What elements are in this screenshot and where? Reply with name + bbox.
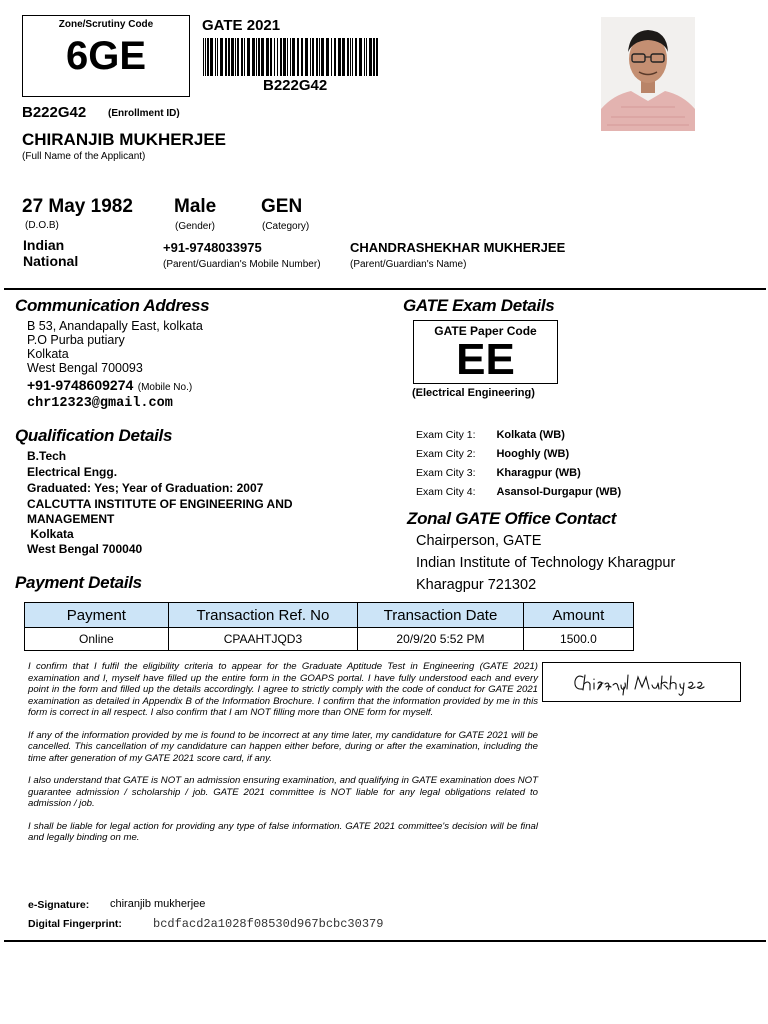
dob-value: 27 May 1982: [22, 196, 133, 217]
enrollment-id: B222G42: [22, 104, 87, 121]
exam-title: GATE 2021: [202, 17, 281, 34]
gender-label: (Gender): [175, 221, 216, 232]
fingerprint-label: Digital Fingerprint:: [28, 918, 122, 930]
payment-mode: Online: [25, 628, 169, 651]
exam-city-value: Asansol-Durgapur (WB): [496, 486, 622, 498]
zonal-line2: Indian Institute of Technology Kharagpur: [416, 555, 676, 571]
institute-city: Kolkata: [27, 527, 74, 541]
qualification-institute: [27, 497, 293, 557]
communication-email: chr12323@gmail.com: [27, 396, 173, 411]
paper-name: (Electrical Engineering): [412, 387, 535, 399]
exam-city-row: [416, 425, 621, 444]
paper-code-label: GATE Paper Code: [434, 324, 537, 338]
transaction-date: 20/9/20 5:52 PM: [358, 628, 524, 651]
zone-label: Zone/Scrutiny Code: [58, 19, 154, 30]
address-line1: B 53, Anandapally East, kolkata: [27, 319, 203, 333]
fingerprint-value: bcdfacd2a1028f08530d967bcbc30379: [153, 917, 384, 931]
payment-col-header: Transaction Date: [358, 603, 524, 628]
zonal-line3: Kharagpur 721302: [416, 577, 537, 593]
payment-col-header: Payment: [25, 603, 169, 628]
declaration-paragraph: If any of the information provided by me is found to be incorrect at any time later, my candidature for GATE 2021 will be cancelled. This cancellation of my candidature can happen either before, during or after the examination, including the time after generation of my GATE 2021 score card, if any.: [28, 729, 538, 764]
barcode-id: B222G42: [263, 77, 328, 94]
nationality-line2: National: [23, 253, 79, 269]
communication-mobile-label: (Mobile No.): [137, 382, 193, 393]
guardian-mobile: +91-9748033975: [163, 240, 262, 255]
category-label: (Category): [262, 221, 310, 232]
section-divider: [4, 288, 766, 290]
paper-code: EE: [456, 335, 515, 384]
institute-line2: MANAGEMENT: [27, 512, 115, 526]
exam-city-value: Kharagpur (WB): [496, 467, 581, 479]
payment-heading: Payment Details: [15, 573, 142, 592]
zonal-line1: Chairperson, GATE: [416, 533, 542, 549]
exam-city-row: [416, 463, 621, 482]
zone-code: 6GE: [65, 34, 147, 78]
payment-amount: 1500.0: [523, 628, 633, 651]
exam-heading: GATE Exam Details: [403, 296, 555, 315]
exam-city-value: Hooghly (WB): [496, 448, 570, 460]
guardian-mobile-label: (Parent/Guardian's Mobile Number): [163, 259, 321, 270]
payment-col-header: Amount: [523, 603, 633, 628]
exam-city-label: Exam City 4:: [416, 486, 476, 498]
zonal-heading: Zonal GATE Office Contact: [407, 509, 617, 528]
payment-header-row: [25, 603, 634, 628]
address-line2: P.O Purba putiary: [27, 333, 125, 347]
payment-row: [25, 628, 634, 651]
barcode-image: [202, 38, 380, 76]
zone-code-box: [22, 15, 190, 97]
address-line4: West Bengal 700093: [27, 361, 143, 375]
communication-mobile-row: [27, 377, 192, 395]
declaration-paragraph: I also understand that GATE is NOT an admission ensuring examination, and qualifying in GATE examination does NOT guarantee admission / scholarship / job. GATE 2021 committee is NOT liable for any legal obligations related to admission / job.: [28, 775, 538, 809]
esignature-label: e-Signature:: [28, 899, 90, 911]
gender-value: Male: [174, 196, 217, 217]
enrollment-label: (Enrollment ID): [108, 108, 180, 119]
institute-line1: CALCUTTA INSTITUTE OF ENGINEERING AND: [27, 497, 293, 511]
qualification-details: [27, 448, 263, 496]
guardian-name: CHANDRASHEKHAR MUKHERJEE: [350, 240, 566, 255]
signature-box: [542, 662, 741, 702]
applicant-name-label: (Full Name of the Applicant): [22, 151, 146, 162]
address-line3: Kolkata: [27, 347, 69, 361]
communication-heading: Communication Address: [15, 296, 210, 315]
paper-code-box: [413, 320, 558, 384]
exam-city-label: Exam City 2:: [416, 448, 476, 460]
exam-city-label: Exam City 3:: [416, 467, 476, 479]
exam-cities: [416, 425, 621, 501]
dob-label: (D.O.B): [25, 220, 59, 231]
applicant-photo: [601, 17, 695, 131]
guardian-name-label: (Parent/Guardian's Name): [350, 259, 467, 270]
communication-mobile: +91-9748609274: [27, 377, 134, 393]
payment-table: [24, 602, 634, 651]
exam-city-value: Kolkata (WB): [496, 429, 565, 441]
declaration-paragraph: I confirm that I fulfil the eligibility criteria to appear for the Graduate Aptitude Test in Engineering (GATE 2021) examination and I, myself have filled up the entire form in the GOAPS portal. I have fully understood each and every point in the form and filled up the details accordingly. I agree to strictly comply with the code of conduct for GATE 2021 examination as detailed in Appendix B of the Information Brochure. I confirm that the information provided by me in this form is correct in all respect. I also confirm that I am NOT filling more than ONE form for myself.: [28, 661, 538, 718]
qualification-graduated: Graduated: Yes; Year of Graduation: 2007: [27, 481, 264, 495]
exam-city-row: [416, 482, 621, 501]
qualification-discipline: Electrical Engg.: [27, 465, 118, 479]
qualification-heading: Qualification Details: [15, 426, 173, 445]
institute-state: West Bengal 700040: [27, 542, 143, 556]
exam-city-row: [416, 444, 621, 463]
category-value: GEN: [261, 196, 303, 217]
transaction-ref: CPAAHTJQD3: [168, 628, 357, 651]
declaration-text: [28, 661, 538, 855]
payment-col-header: Transaction Ref. No: [168, 603, 357, 628]
qualification-degree: B.Tech: [27, 449, 67, 463]
exam-city-label: Exam City 1:: [416, 429, 476, 441]
declaration-paragraph: I shall be liable for legal action for providing any type of false information. GATE 2021 committee's decision will be final and legally binding on me.: [28, 820, 538, 843]
applicant-name: CHIRANJIB MUKHERJEE: [22, 130, 227, 149]
bottom-divider: [4, 940, 766, 942]
esignature-value: chiranjib mukherjee: [110, 898, 206, 910]
communication-address: [27, 319, 203, 375]
nationality-line1: Indian: [23, 237, 65, 253]
zonal-address: [416, 530, 675, 596]
handwritten-signature: [543, 663, 742, 703]
